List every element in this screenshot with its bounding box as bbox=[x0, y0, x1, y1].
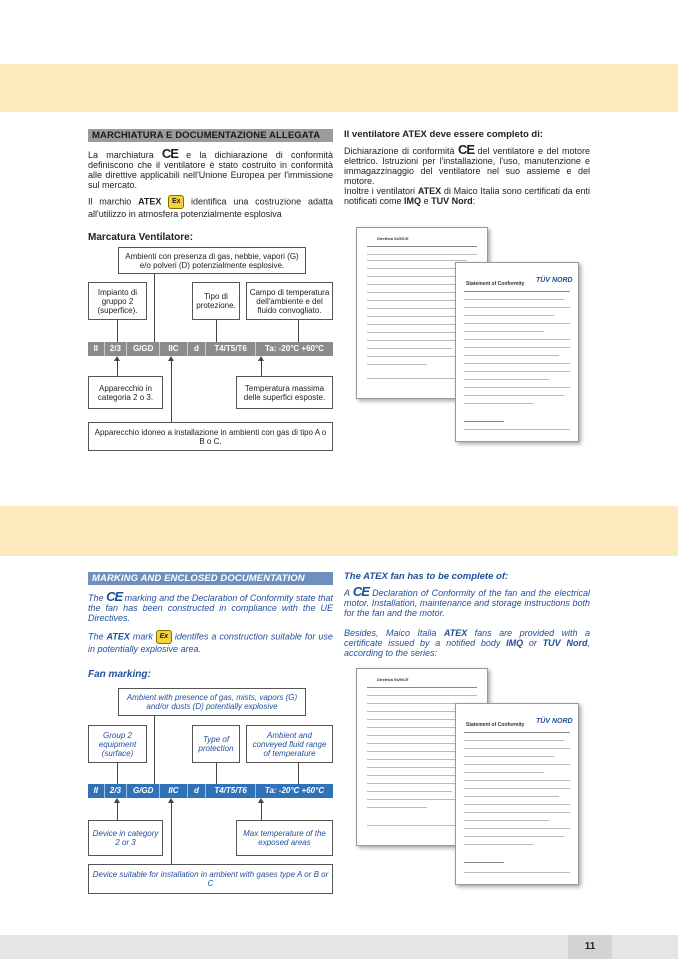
it-certificate-imq: Direttiva 94/9/CE bbox=[356, 227, 488, 399]
en-para1-post: marking and the Declaration of Conformity state that the fan has been constructed in compliance with the UE Directives. bbox=[88, 593, 333, 623]
it-fan-marking-title: Marcatura Ventilatore: bbox=[88, 232, 194, 243]
it-line bbox=[117, 360, 118, 376]
en-protection-box: Type of protection bbox=[192, 725, 240, 763]
ce-icon: CE bbox=[352, 584, 369, 599]
it-code: II bbox=[88, 342, 105, 356]
en-right-para1 bbox=[344, 584, 590, 618]
it-right-para2 bbox=[344, 186, 590, 206]
ex-mark-icon: Ex bbox=[168, 195, 184, 209]
en-gas-box: Device suitable for installation in ambient with gases type A or B or C bbox=[88, 864, 333, 894]
en-fan-marking-title: Fan marking: bbox=[88, 669, 151, 680]
en-certificate-tuv bbox=[455, 703, 579, 885]
en-section-title: MARKING AND ENCLOSED DOCUMENTATION bbox=[88, 572, 333, 585]
en-max-temp-box: Max temperature of the exposed areas bbox=[236, 820, 333, 856]
en-right-para1-post: Declaration of Conformity of the fan and the electrical motor. Installation, maintenance and storage instructions both for the fan and the motor. bbox=[344, 588, 590, 618]
ce-icon: CE bbox=[161, 146, 178, 161]
en-para2-mid: mark bbox=[132, 631, 153, 642]
it-line bbox=[216, 320, 217, 342]
it-gas-box: Apparecchio idoneo a installazione in ambienti con gas di tipo A o B o C. bbox=[88, 422, 333, 451]
en-code: Ta: -20°C +60°C bbox=[264, 786, 325, 795]
en-right-para1-pre: A bbox=[344, 588, 350, 598]
en-code: IIC bbox=[160, 784, 187, 798]
en-para2-atex: ATEX bbox=[106, 631, 130, 642]
ce-icon: CE bbox=[457, 142, 475, 157]
it-para-atex bbox=[88, 195, 333, 219]
it-right-para2-atex: ATEX bbox=[417, 186, 442, 196]
en-code: d bbox=[188, 784, 207, 798]
it-right-para2-tuv: TUV Nord bbox=[431, 196, 473, 206]
it-code: T4/T5/T6 bbox=[206, 342, 256, 356]
it-right-para1 bbox=[344, 142, 590, 186]
en-line bbox=[117, 802, 118, 820]
it-code: IIC bbox=[160, 342, 187, 356]
it-line bbox=[298, 320, 299, 342]
en-line bbox=[154, 726, 155, 785]
it-line bbox=[171, 360, 172, 425]
en-right-para2-tuv: TUV Nord bbox=[542, 638, 588, 648]
it-group-box: Impianto di gruppo 2 (superfice). bbox=[88, 282, 147, 320]
it-temp-range-box: Campo di temperatura dell'ambiente e del fluido convogliato. bbox=[246, 282, 333, 320]
it-right-para2-end: : bbox=[472, 196, 476, 206]
en-top-box: Ambient with presence of gas, mists, vapors (G) and/or dusts (D) potentially explosive bbox=[118, 688, 306, 716]
en-right-para2-mid: fans are provided with a certificate issued by a notified body bbox=[344, 628, 590, 648]
it-code: 2/3 bbox=[105, 342, 127, 356]
en-right-para2-imq: IMQ bbox=[506, 638, 524, 648]
it-right-para2-and: e bbox=[423, 196, 429, 206]
it-statement-title: Statement of Conformity bbox=[466, 281, 525, 287]
en-certificate-imq: Direttiva 94/9/CE bbox=[356, 668, 488, 846]
en-code: T4/T5/T6 bbox=[206, 784, 256, 798]
en-code-bar bbox=[88, 784, 333, 798]
ex-mark-icon: Ex bbox=[156, 630, 172, 644]
it-protection-box: Tipo di protezione. bbox=[192, 282, 240, 320]
en-right-para2-end: , according to the series: bbox=[344, 638, 590, 658]
en-group-box: Group 2 equipment (surface) bbox=[88, 725, 147, 763]
en-line bbox=[261, 802, 262, 820]
en-para2-pre: The bbox=[88, 631, 104, 642]
en-marking-diagram bbox=[88, 688, 333, 898]
en-code: II bbox=[88, 784, 105, 798]
it-right-para2-imq: IMQ bbox=[404, 196, 422, 206]
en-right-para2-or: or bbox=[528, 638, 537, 648]
it-right-para1-pre: Dichiarazione di conformità bbox=[344, 146, 455, 156]
en-category-box: Device in category 2 or 3 bbox=[88, 820, 163, 856]
it-line bbox=[117, 320, 118, 342]
en-right-para2 bbox=[344, 628, 590, 658]
it-right-title: Il ventilatore ATEX deve essere completo di: bbox=[344, 129, 544, 140]
it-certificate-tuv bbox=[455, 262, 579, 442]
en-temp-range-box: Ambient and conveyed fluid range of temperature bbox=[246, 725, 333, 763]
top-band bbox=[0, 64, 678, 112]
en-para-ce bbox=[88, 589, 333, 623]
it-para-ce bbox=[88, 146, 333, 190]
en-right-para2-pre: Besides, Maico Italia bbox=[344, 628, 437, 638]
en-para2-post: identifes a construction suitable for use in potentially explosive area. bbox=[88, 631, 333, 654]
page-number: 11 bbox=[568, 935, 612, 959]
it-right-para2-pre: Inoltre i ventilatori bbox=[344, 186, 416, 196]
it-code: G/GD bbox=[127, 342, 160, 356]
it-para2-atex: ATEX bbox=[138, 196, 162, 207]
it-para1-pre: La marchiatura bbox=[88, 150, 154, 160]
it-line bbox=[154, 288, 155, 342]
it-max-temp-box: Temperatura massima delle superfici esposte. bbox=[236, 376, 333, 409]
en-line bbox=[216, 763, 217, 785]
en-statement-title: Statement of Conformity bbox=[466, 722, 525, 728]
it-right-para1-post: del ventilatore e del motore elettrico. Istruzioni per l'installazione, l'uso, manutenzione e immagazzinaggio del ventilatore nel suo assieme e del motore. bbox=[344, 146, 590, 186]
tuv-logo-icon: TÜV NORD bbox=[536, 277, 573, 284]
it-marking-diagram bbox=[88, 247, 333, 452]
en-code: G/GD bbox=[127, 784, 160, 798]
it-line bbox=[154, 274, 155, 288]
en-para1-pre: The bbox=[88, 593, 104, 603]
it-para2-pre: Il marchio bbox=[88, 196, 132, 207]
tuv-logo-icon: TÜV NORD bbox=[536, 718, 573, 725]
en-line bbox=[298, 763, 299, 785]
it-para1-post: e la dichiarazione di conformità definiscono che il ventilatore è stato costruito in conformità alle direttive applicabili nell'Unione Europea per l'immissione sul mercato. bbox=[88, 150, 333, 190]
it-code: d bbox=[188, 342, 207, 356]
en-line bbox=[117, 763, 118, 785]
it-category-box: Apparecchio in categoria 2 o 3. bbox=[88, 376, 163, 409]
it-para2-post: identifica una costruzione adatta all'utilizzo in atmosfera potenzialmente esplosiva bbox=[88, 196, 333, 219]
en-right-title: The ATEX fan has to be complete of: bbox=[344, 571, 509, 582]
en-line bbox=[171, 802, 172, 864]
en-code: 2/3 bbox=[105, 784, 127, 798]
it-code: Ta: -20°C +60°C bbox=[265, 344, 324, 353]
middle-band bbox=[0, 506, 678, 556]
en-para-atex bbox=[88, 630, 333, 654]
en-line bbox=[154, 716, 155, 726]
ce-icon: CE bbox=[106, 589, 123, 604]
it-section-title: MARCHIATURA E DOCUMENTAZIONE ALLEGATA bbox=[88, 129, 333, 142]
it-line bbox=[261, 360, 262, 376]
it-right-para2-mid: di Maico Italia sono certificati da enti notificati come bbox=[344, 186, 590, 206]
en-right-para2-atex: ATEX bbox=[443, 628, 468, 638]
it-code-bar bbox=[88, 342, 333, 356]
it-top-box: Ambienti con presenza di gas, nebbie, vapori (G) e/o polveri (D) potenzialmente esplosive. bbox=[118, 247, 306, 274]
